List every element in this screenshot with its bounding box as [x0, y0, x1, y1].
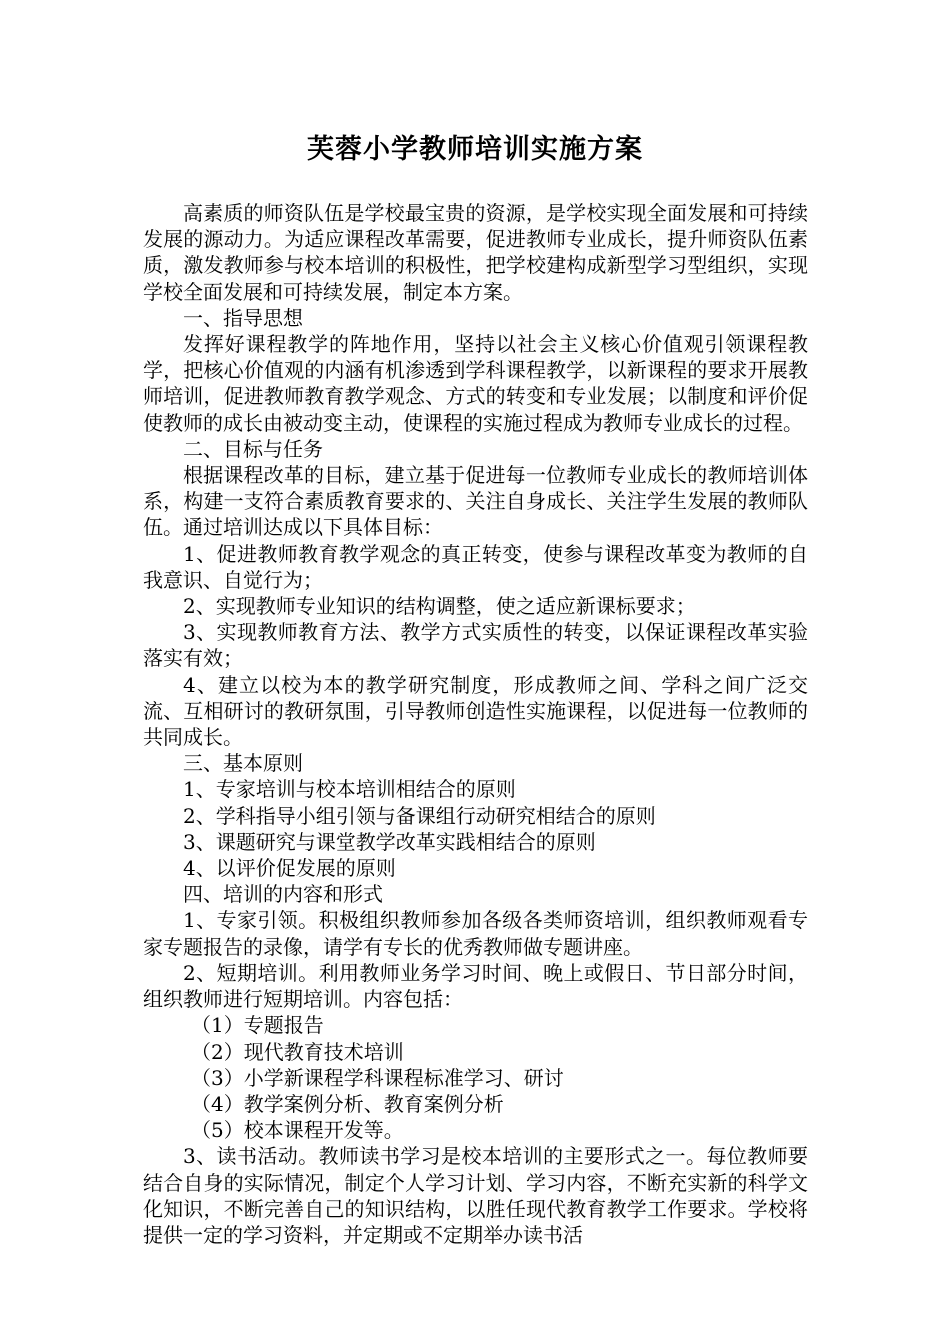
- intro-paragraph: 高素质的师资队伍是学校最宝贵的资源，是学校实现全面发展和可持续发展的源动力。为适应课程改革需要，促进教师专业成长，提升师资队伍素质，激发教师参与校本培训的积极性，把学校建构成新型学习型组织，实现学校全面发展和可持续发展，制定本方案。: [143, 201, 808, 304]
- short-term-subitem: （2）现代教育技术培训: [191, 1039, 404, 1064]
- goal-item: 4、建立以校为本的教学研究制度，形成教师之间、学科之间广泛交流、互相研讨的教研氛围，引导教师创造性实施课程，以促进每一位教师的共同成长。: [143, 672, 808, 750]
- document-title: 芙蓉小学教师培训实施方案: [307, 134, 643, 165]
- training-item-expert: 1、专家引领。积极组织教师参加各级各类师资培训，组织教师观看专家专题报告的录像，请学有专长的优秀教师做专题讲座。: [143, 908, 808, 959]
- training-item-short-term: 2、短期培训。利用教师业务学习时间、晚上或假日、节日部分时间，组织教师进行短期培训。内容包括：: [143, 960, 808, 1012]
- principle-item: 2、学科指导小组引领与备课组行动研究相结合的原则: [183, 803, 656, 828]
- short-term-subitem: （1）专题报告: [191, 1013, 324, 1038]
- short-term-subitem: （3）小学新课程学科课程标准学习、研讨: [191, 1065, 564, 1090]
- section-heading-goals-tasks: 二、目标与任务: [183, 436, 323, 461]
- principle-item: 4、以评价促发展的原则: [183, 856, 396, 881]
- goal-item: 3、实现教师教育方法、教学方式实质性的转变，以保证课程改革实验落实有效；: [143, 620, 808, 671]
- principle-item: 3、课题研究与课堂教学改革实践相结合的原则: [183, 829, 596, 854]
- short-term-subitem: （4）教学案例分析、教育案例分析: [191, 1091, 504, 1116]
- document-body: [143, 200, 808, 1248]
- section-heading-training-content: 四、培训的内容和形式: [183, 882, 383, 907]
- goals-tasks-paragraph: 根据课程改革的目标，建立基于促进每一位教师专业成长的教师培训体系，构建一支符合素质教育要求的、关注自身成长、关注学生发展的教师队伍。通过培训达成以下具体目标：: [143, 463, 808, 540]
- goal-item: 2、实现教师专业知识的结构调整，使之适应新课标要求；: [183, 594, 696, 619]
- goal-item: 1、促进教师教育教学观念的真正转变，使参与课程改革变为教师的自我意识、自觉行为；: [143, 541, 808, 592]
- guiding-ideology-paragraph: 发挥好课程教学的阵地作用，坚持以社会主义核心价值观引领课程教学，把核心价值观的内涵有机渗透到学科课程教学，以新课程的要求开展教师培训，促进教师教育教学观念、方式的转变和专业发展；以制度和评价促使教师的成长由被动变主动，使课程的实施过程成为教师专业成长的过程。: [143, 332, 808, 435]
- training-item-reading: 3、读书活动。教师读书学习是校本培训的主要形式之一。每位教师要结合自身的实际情况，制定个人学习计划、学习内容，不断充实新的科学文化知识，不断完善自己的知识结构，以胜任现代教育教学工作要求。学校将提供一定的学习资料，并定期或不定期举办读书活: [143, 1144, 808, 1247]
- short-term-subitem: （5）校本课程开发等。: [191, 1118, 404, 1143]
- section-heading-guiding-ideology: 一、指导思想: [183, 305, 303, 330]
- principle-item: 1、专家培训与校本培训相结合的原则: [183, 777, 516, 802]
- section-heading-basic-principles: 三、基本原则: [183, 751, 303, 776]
